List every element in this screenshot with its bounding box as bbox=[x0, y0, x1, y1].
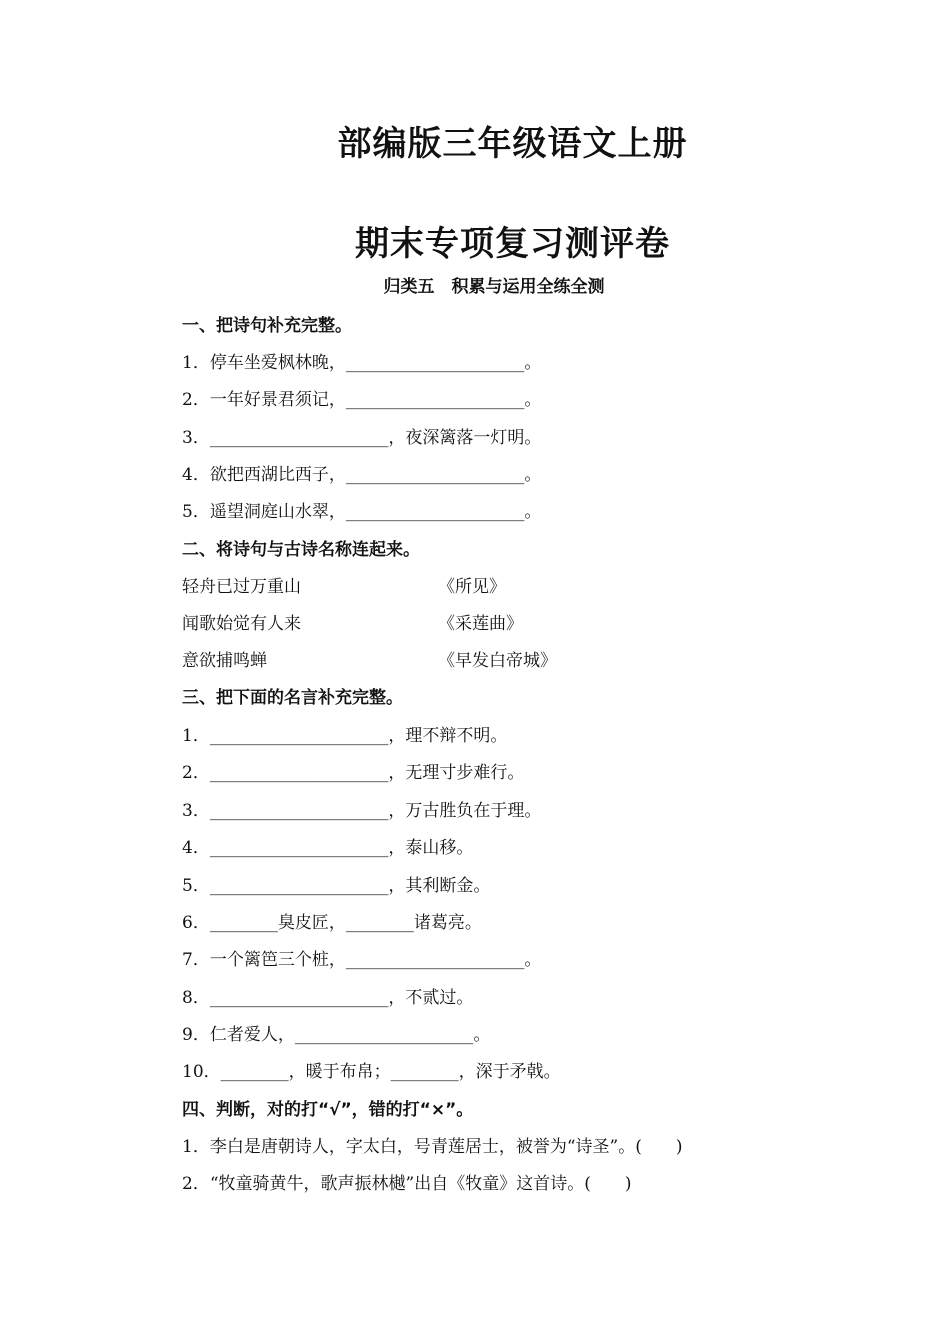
section-3-item: 5．_____________________，其利断金。 bbox=[182, 876, 491, 896]
section-3-item: 6．________臭皮匠，________诸葛亮。 bbox=[182, 913, 482, 933]
section-1-item: 3．_____________________，夜深篱落一灯明。 bbox=[182, 428, 542, 448]
poem-title: 《早发白帝城》 bbox=[438, 651, 557, 671]
section-1-item: 2．一年好景君须记，_____________________。 bbox=[182, 390, 542, 410]
poem-line: 闻歌始觉有人来 bbox=[182, 614, 301, 634]
section-4-item: 2．“牧童骑黄牛，歌声振林樾”出自《牧童》这首诗。( ) bbox=[182, 1174, 632, 1194]
section-3-item: 10．________，暖于布帛；________，深于矛戟。 bbox=[182, 1062, 561, 1082]
section-3-item: 7．一个篱笆三个桩，_____________________。 bbox=[182, 950, 542, 970]
poem-line: 轻舟已过万重山 bbox=[182, 577, 301, 597]
poem-line: 意欲捕鸣蝉 bbox=[182, 651, 267, 671]
section-1-item: 4．欲把西湖比西子，_____________________。 bbox=[182, 465, 542, 485]
section-3-item: 9．仁者爱人，_____________________。 bbox=[182, 1025, 491, 1045]
section-4-item: 1．李白是唐朝诗人，字太白，号青莲居士，被誉为“诗圣”。( ) bbox=[182, 1137, 683, 1157]
section-3-item: 8．_____________________，不贰过。 bbox=[182, 988, 474, 1008]
section-1-heading: 一、把诗句补充完整。 bbox=[182, 316, 352, 336]
page-subtitle: 期末专项复习测评卷 bbox=[355, 224, 670, 264]
poem-title: 《采莲曲》 bbox=[438, 614, 523, 634]
section-3-item: 2．_____________________，无理寸步难行。 bbox=[182, 763, 525, 783]
section-1-item: 1．停车坐爱枫林晚，_____________________。 bbox=[182, 353, 542, 373]
poem-title: 《所见》 bbox=[438, 577, 506, 597]
section-3-heading: 三、把下面的名言补充完整。 bbox=[182, 688, 403, 708]
section-3-item: 3．_____________________，万古胜负在于理。 bbox=[182, 801, 542, 821]
section-3-item: 4．_____________________，泰山移。 bbox=[182, 838, 474, 858]
section-3-item: 1．_____________________，理不辩不明。 bbox=[182, 726, 508, 746]
section-2-heading: 二、将诗句与古诗名称连起来。 bbox=[182, 540, 420, 560]
section-4-heading: 四、判断，对的打“√”，错的打“×”。 bbox=[182, 1100, 474, 1120]
section-1-item: 5．遥望洞庭山水翠，_____________________。 bbox=[182, 502, 542, 522]
category-subtitle: 归类五 积累与运用全练全测 bbox=[383, 277, 605, 297]
page-title: 部编版三年级语文上册 bbox=[337, 124, 688, 164]
